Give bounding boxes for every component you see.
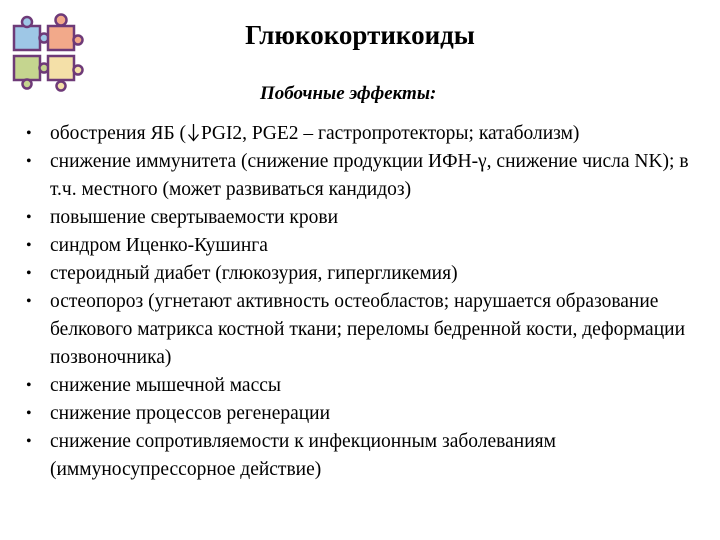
page-title: Глюкокортикоиды (245, 20, 475, 50)
list-item (26, 400, 712, 428)
list-item (26, 288, 712, 372)
list-item (26, 232, 712, 260)
list-item-text: снижение сопротивляемости к инфекционным заболеваниям (иммуносупрессорное действие) (50, 431, 556, 480)
subtitle: Побочные эффекты: (260, 83, 437, 104)
down-arrow-icon (187, 123, 200, 142)
list-item-text: PGI2, PGE2 – гастропротекторы; катаболизм) (201, 123, 580, 144)
list-item (26, 428, 712, 484)
list-item (26, 204, 712, 232)
list-item (26, 260, 712, 288)
list-item-text: снижение иммунитета (снижение продукции ИФН-γ, снижение числа NK); в т.ч. местного (может развиваться кандидоз) (50, 151, 689, 200)
bullet-icon: • (26, 153, 32, 170)
list-item (26, 120, 712, 148)
bullet-icon: • (26, 209, 32, 226)
list-item-text: обострения ЯБ ( (50, 123, 187, 144)
list-item-text: стероидный диабет (глюкозурия, гипергликемия) (50, 263, 458, 284)
list-item (26, 148, 712, 204)
bullet-icon: • (26, 237, 32, 254)
list-item-text: повышение свертываемости крови (50, 207, 339, 228)
list-item-text: остеопороз (угнетают активность остеобластов; нарушается образование белкового матрикса костной ткани; переломы бедренной кости, деформации позвоночника) (50, 291, 686, 368)
bullet-icon: • (26, 377, 32, 394)
list-item-text: синдром Иценко-Кушинга (50, 235, 268, 256)
bullet-icon: • (26, 293, 32, 310)
bullet-icon: • (26, 405, 32, 422)
puzzle-icon (10, 12, 84, 92)
side-effects-list (26, 120, 712, 484)
list-item-text: снижение мышечной массы (50, 375, 282, 396)
list-item-text: снижение процессов регенерации (50, 403, 331, 424)
bullet-icon: • (26, 265, 32, 282)
bullet-icon: • (26, 125, 32, 142)
bullet-icon: • (26, 433, 32, 450)
list-item (26, 372, 712, 400)
